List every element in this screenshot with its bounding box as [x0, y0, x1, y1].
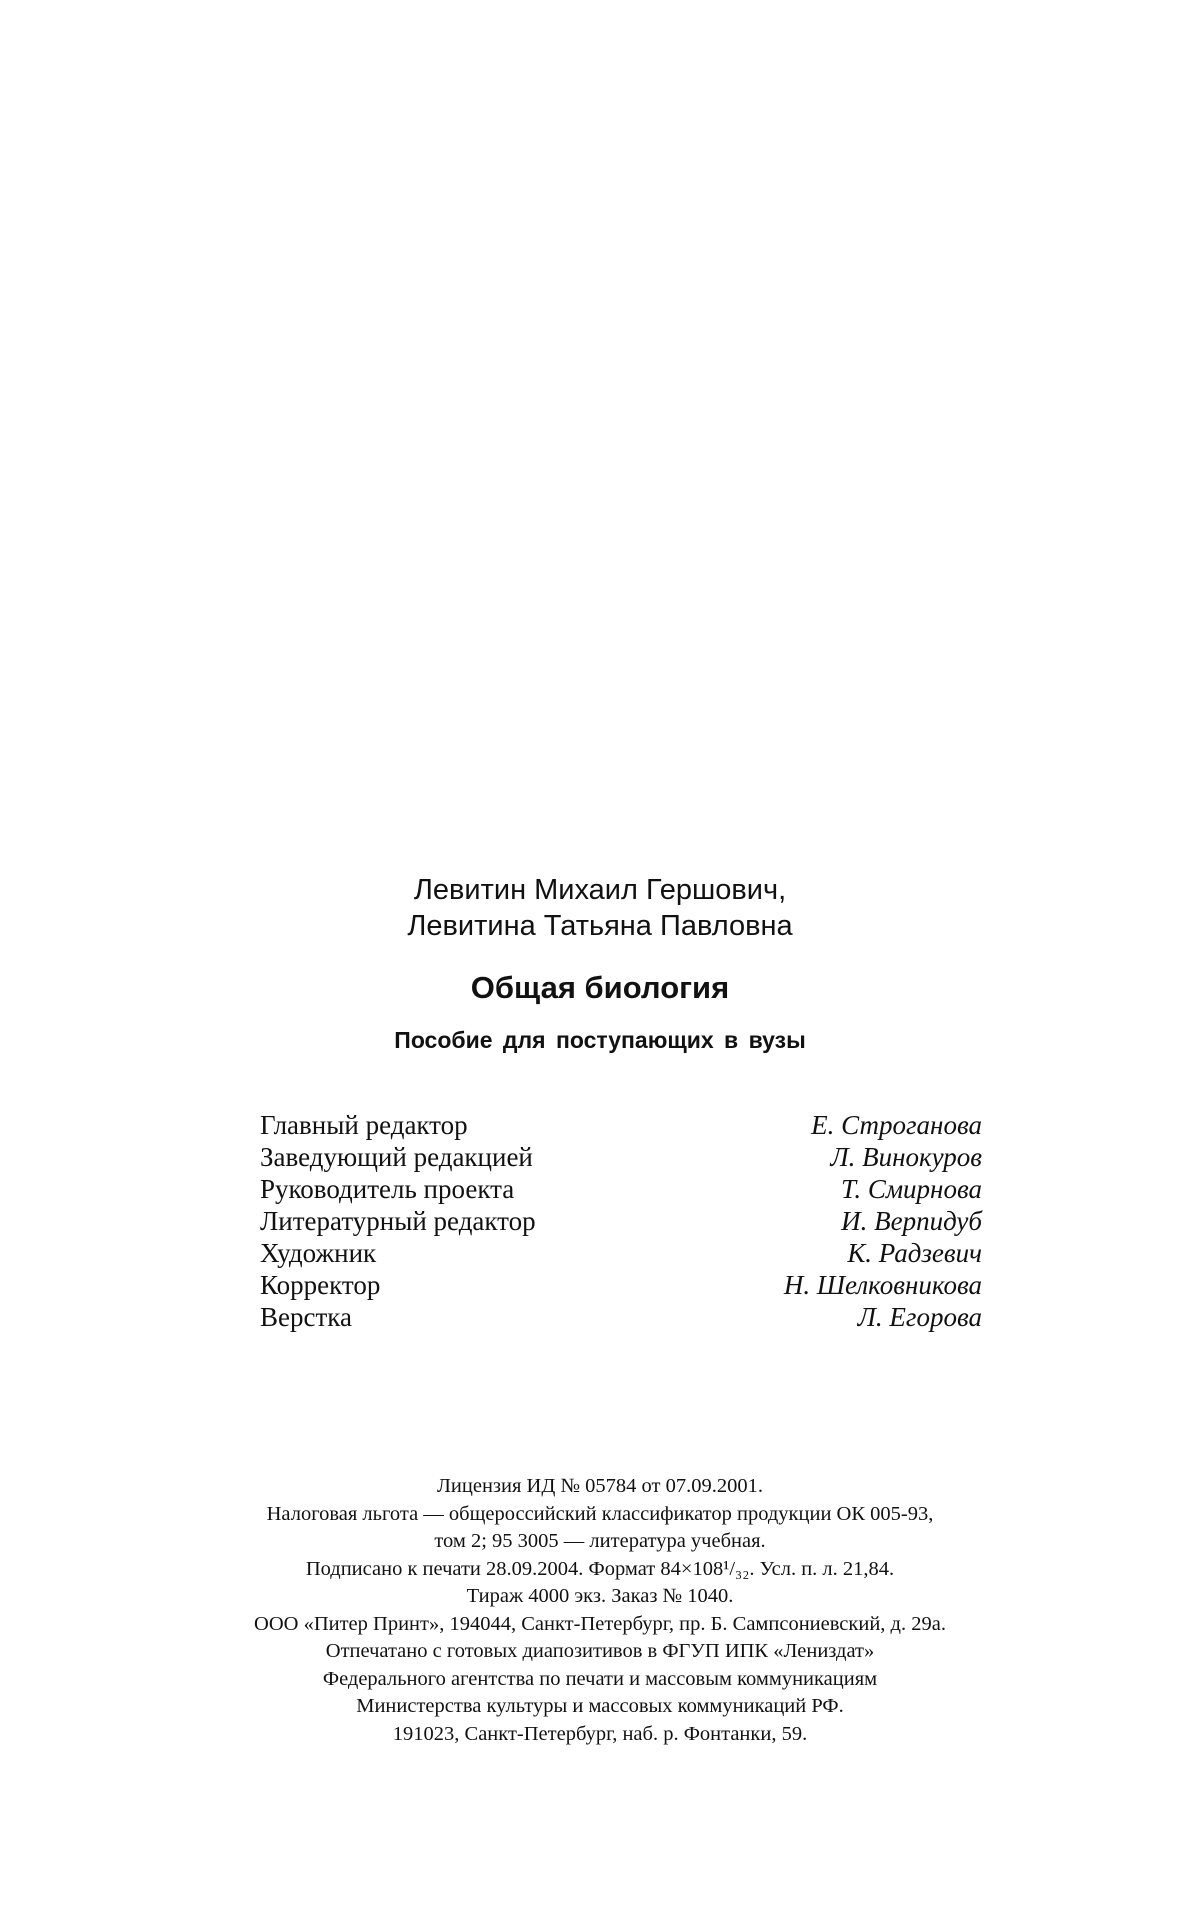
credit-name: Н. Шелковникова — [783, 1270, 982, 1300]
credit-name: Л. Винокуров — [830, 1142, 982, 1172]
imprint-line: Отпечатано с готовых диапозитивов в ФГУП ИПК «Лениздат» — [325, 1640, 875, 1662]
credit-name: К. Радзевич — [847, 1238, 982, 1268]
credits-list — [260, 1109, 982, 1333]
imprint-line: ООО «Питер Принт», 194044, Санкт-Петербург, пр. Б. Сампсониевский, д. 29а. — [254, 1612, 946, 1635]
credit-row — [260, 1141, 982, 1173]
credit-role: Главный редактор — [260, 1110, 468, 1140]
credit-name: Л. Егорова — [857, 1302, 982, 1332]
author-line: Левитина Татьяна Павловна — [407, 910, 793, 942]
credit-role: Заведующий редакцией — [260, 1142, 533, 1172]
authors-block — [0, 872, 1200, 944]
imprint-line: Федерального агентства по печати и массовым коммуникациям — [322, 1667, 878, 1690]
book-title: Общая биология — [470, 970, 730, 1005]
credit-row — [260, 1173, 982, 1205]
credit-role: Художник — [260, 1238, 377, 1268]
imprint-line: Лицензия ИД № 05784 от 07.09.2001. — [437, 1475, 763, 1497]
credit-role: Литературный редактор — [260, 1206, 536, 1236]
imprint-line: 191023, Санкт-Петербург, наб. р. Фонтанки, 59. — [392, 1722, 808, 1745]
credit-name: Т. Смирнова — [841, 1174, 982, 1204]
credit-row — [260, 1301, 982, 1333]
imprint-line: Подписано к печати 28.09.2004. Формат 84×108¹/₃₂. Усл. п. л. 21,84. — [305, 1557, 895, 1580]
imprint-line: Министерства культуры и массовых коммуникаций РФ. — [356, 1695, 844, 1717]
credit-row — [260, 1109, 982, 1141]
imprint-line: Тираж 4000 экз. Заказ № 1040. — [466, 1585, 734, 1607]
credit-role: Руководитель проекта — [260, 1174, 515, 1204]
author-line: Левитин Михаил Гершович, — [413, 874, 787, 906]
credit-name: И. Верпидуб — [841, 1206, 982, 1236]
credit-row — [260, 1205, 982, 1237]
credit-row — [260, 1269, 982, 1301]
imprint-line: Налоговая льгота — общероссийский классификатор продукции ОК 005-93, — [266, 1502, 934, 1525]
credit-name: Е. Строганова — [811, 1110, 982, 1140]
book-subtitle: Пособие для поступающих в вузы — [394, 1027, 806, 1053]
credit-role: Корректор — [260, 1270, 381, 1300]
credit-row — [260, 1237, 982, 1269]
imprint-block — [0, 1473, 1200, 1748]
credit-role: Верстка — [260, 1302, 352, 1332]
imprint-line: том 2; 95 3005 — литература учебная. — [434, 1530, 766, 1552]
